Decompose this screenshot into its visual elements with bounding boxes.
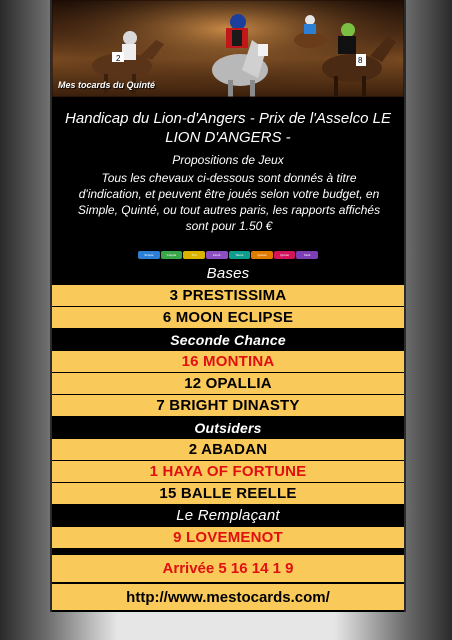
horse-pick: 7 BRIGHT DINASTY: [52, 395, 404, 416]
svg-text:2: 2: [116, 54, 121, 63]
website-link[interactable]: http://www.mestocards.com/: [52, 584, 404, 610]
tips-card: [50, 0, 406, 612]
intro-text: Tous les chevaux ci-dessous sont donnés à titre d'indication, et peuvent être joués selon votre budget, en Simple, Quinté, ou tout autres paris, les rapports affichés sont pour 1.50 €: [77, 171, 381, 233]
section-seconde-chance: Seconde Chance: [52, 329, 404, 350]
intro-heading: Propositions de Jeux: [172, 153, 284, 167]
bet-type-badge: Tiercé: [229, 251, 251, 259]
arrivee-result: Arrivée 5 16 14 1 9: [52, 555, 404, 582]
race-title: Handicap du Lion-d'Angers - Prix de l'Asselco LE LION D'ANGERS -: [65, 110, 391, 146]
horse-pick: 3 PRESTISSIMA: [52, 285, 404, 306]
header-banner: [52, 0, 404, 97]
horse-pick: 9 LOVEMENOT: [52, 527, 404, 548]
bet-type-badge: Quarté: [251, 251, 273, 259]
svg-text:8: 8: [358, 56, 363, 65]
banner-tagline: Mes tocards du Quinté: [58, 80, 156, 90]
horse-pick: 12 OPALLIA: [52, 373, 404, 394]
horse-pick: 1 HAYA OF FORTUNE: [52, 461, 404, 482]
bet-type-badge: Trio: [183, 251, 205, 259]
bet-type-badge: Quinté: [274, 251, 296, 259]
section-outsiders: Outsiders: [52, 417, 404, 438]
bet-type-badge: 2sur4: [206, 251, 228, 259]
horse-pick: 2 ABADAN: [52, 439, 404, 460]
horse-pick: 16 MONTINA: [52, 351, 404, 372]
selections-list: [52, 263, 404, 549]
horse-pick: 15 BALLE REELLE: [52, 483, 404, 504]
horse-pick: 6 MOON ECLIPSE: [52, 307, 404, 328]
section-bases: Bases: [52, 263, 404, 284]
bet-type-badge: Couplé: [161, 251, 183, 259]
bet-type-badge: Simple: [138, 251, 160, 259]
section-remplacant: Le Remplaçant: [52, 505, 404, 526]
bet-types-strip: [138, 251, 318, 259]
bet-type-badge: Multi: [296, 251, 318, 259]
